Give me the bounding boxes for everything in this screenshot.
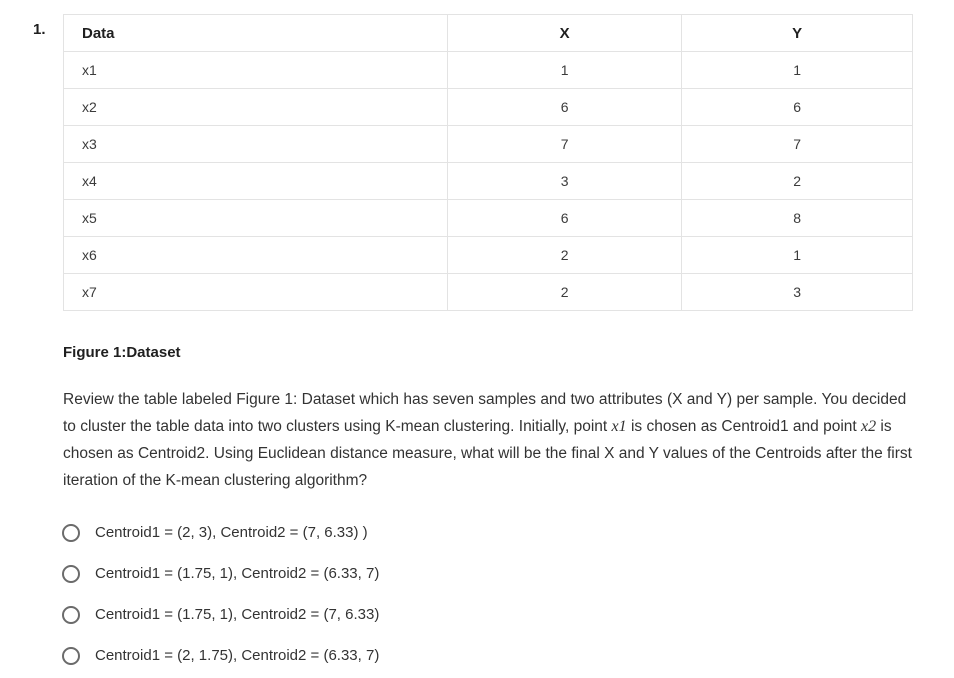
table-row [64,237,913,274]
cell-y: 7 [682,126,913,163]
table-row [64,126,913,163]
option-label: Centroid1 = (1.75, 1), Centroid2 = (6.33, 7) [95,565,380,582]
question-variable: x2 [861,418,877,435]
dataset-table [63,14,913,311]
cell-data: x7 [64,274,448,311]
column-header-data: Data [64,15,448,52]
radio-button[interactable] [62,606,80,624]
radio-button[interactable] [62,524,80,542]
table-row [64,274,913,311]
table-row [64,89,913,126]
column-header-y: Y [682,15,913,52]
cell-y: 8 [682,200,913,237]
cell-data: x4 [64,163,448,200]
answer-option[interactable] [60,512,379,553]
cell-x: 6 [447,200,682,237]
cell-data: x5 [64,200,448,237]
question-variable: x1 [611,418,627,435]
option-label: Centroid1 = (2, 3), Centroid2 = (7, 6.33) ) [95,524,368,541]
cell-y: 1 [682,237,913,274]
cell-y: 6 [682,89,913,126]
radio-button[interactable] [62,647,80,665]
cell-data: x3 [64,126,448,163]
cell-y: 1 [682,52,913,89]
table-header-row [64,15,913,52]
cell-data: x6 [64,237,448,274]
option-label: Centroid1 = (2, 1.75), Centroid2 = (6.33, 7) [95,647,380,664]
answer-option[interactable] [60,594,379,635]
question-text-part: Review the table labeled Figure 1: Dataset which has seven samples and two attributes (X and Y) per sample. You decided to cluster the table data into two clusters using K-mean clustering. Initially, point [63,391,907,435]
question-number: 1. [33,21,46,38]
answer-option[interactable] [60,635,379,676]
table-row [64,200,913,237]
cell-y: 3 [682,274,913,311]
cell-y: 2 [682,163,913,200]
answer-options [60,512,379,676]
cell-x: 3 [447,163,682,200]
cell-x: 6 [447,89,682,126]
radio-button[interactable] [62,565,80,583]
column-header-x: X [447,15,682,52]
cell-data: x2 [64,89,448,126]
cell-x: 7 [447,126,682,163]
answer-option[interactable] [60,553,379,594]
question-text-part: is chosen as Centroid1 and point [626,418,862,435]
question-text [63,386,913,494]
table-row [64,52,913,89]
question-text-part: is chosen as Centroid2. Using Euclidean distance measure, what will be the final X and Y values of the Centroids after the first iteration of the K-mean clustering algorithm? [63,418,912,489]
cell-x: 1 [447,52,682,89]
cell-data: x1 [64,52,448,89]
option-label: Centroid1 = (1.75, 1), Centroid2 = (7, 6.33) [95,606,380,623]
cell-x: 2 [447,274,682,311]
figure-caption: Figure 1:Dataset [63,344,181,361]
cell-x: 2 [447,237,682,274]
table-row [64,163,913,200]
